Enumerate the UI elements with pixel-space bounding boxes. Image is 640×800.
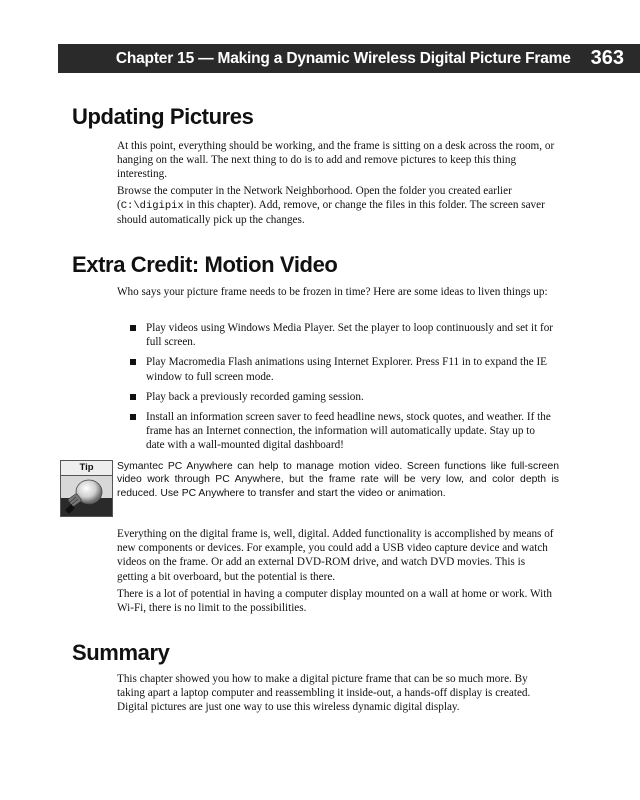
bullet-square-icon <box>130 325 136 331</box>
list-item-text: Play back a previously recorded gaming session. <box>146 390 364 403</box>
paragraph-updating-2 <box>117 184 557 228</box>
list-item-text: Play Macromedia Flash animations using Internet Explorer. Press F11 in to expand the IE window to full screen mode. <box>146 356 548 383</box>
list-item <box>130 321 555 349</box>
list-item-text: Play videos using Windows Media Player. Set the player to loop continuously and set it for full screen. <box>146 322 554 349</box>
paragraph-text: in this chapter). Add, remove, or change the files in this folder. The screen saver should automatically pick up the changes. <box>117 199 545 227</box>
list-item <box>130 410 555 453</box>
paragraph-extra-credit-intro: Who says your picture frame needs to be frozen in time? Here are some ideas to liven things up: <box>117 286 548 298</box>
bullet-square-icon <box>130 414 136 420</box>
list-item <box>130 355 555 383</box>
tip-label: Tip <box>61 461 112 476</box>
heading-updating-pictures: Updating Pictures <box>72 104 254 129</box>
folder-path-code: C:\digipix <box>120 200 184 213</box>
tip-callout-box <box>60 460 113 517</box>
chapter-header-bar <box>58 44 640 73</box>
paragraph-updating-1: At this point, everything should be working, and the frame is sitting on a desk across the room, or hanging on the wall. The next thing to do is to add and remove pictures to keep this thing interesting. <box>117 140 555 181</box>
heading-summary: Summary <box>72 640 170 665</box>
chapter-title: Chapter 15 — Making a Dynamic Wireless Digital Picture Frame <box>115 49 571 67</box>
paragraph-extra-credit-after-2: There is a lot of potential in having a computer display mounted on a wall at home or work. With Wi-Fi, there is no limit to the possibilities. <box>117 588 552 615</box>
paragraph-summary: This chapter showed you how to make a digital picture frame that can be so much more. By taking apart a laptop computer and reassembling it inside-out, a hands-off display is created. Digital pictures are just one way to use this wireless dynamic digital display. <box>117 673 531 714</box>
heading-extra-credit: Extra Credit: Motion Video <box>72 252 338 277</box>
tip-text: Symantec PC Anywhere can help to manage motion video. Screen functions like full-screen video work through PC Anywhere, but the frame rate will be very low, and color depth is reduced. Use PC Anywhere to transfer and start the video or animation. <box>117 461 559 499</box>
list-item-text: Install an information screen saver to feed headline news, stock quotes, and weather. If the frame has an Internet connection, the information will automatically update. Stay up to date with a wall-mounted digital dashboard! <box>146 411 551 452</box>
list-item <box>130 390 555 404</box>
page-number: 363 <box>590 47 624 69</box>
lightbulb-icon <box>61 476 112 516</box>
paragraph-text: Browse the computer in the Network Neighborhood. Open the folder you created earlier ( <box>117 185 512 212</box>
bullet-square-icon <box>130 394 136 400</box>
bullet-square-icon <box>130 359 136 365</box>
ideas-bullet-list <box>130 321 555 459</box>
paragraph-extra-credit-after-1: Everything on the digital frame is, well, digital. Added functionality is accomplished by means of new components or devices. For example, you could add a USB video capture device and watch videos on the frame. Or add an external DVD-ROM drive, and watch DVD movies. This is getting a bit overboard, but the potential is there. <box>117 528 554 583</box>
